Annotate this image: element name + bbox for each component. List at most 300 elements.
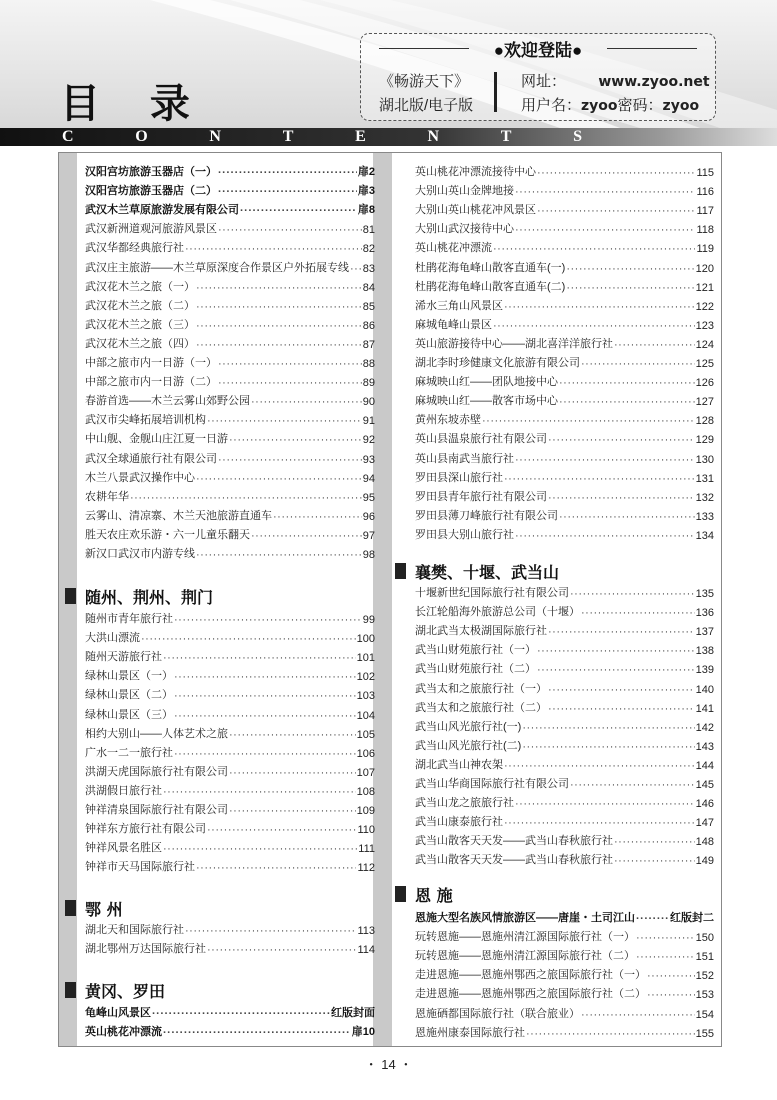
toc-entry[interactable] [85, 389, 375, 408]
section-marker-icon [65, 982, 76, 998]
toc-entry[interactable] [415, 619, 714, 638]
toc-entry[interactable] [415, 160, 714, 179]
dot-leader [548, 703, 695, 715]
toc-entry-page: 104 [356, 709, 375, 722]
toc-entry-page: 红版封面 [331, 1007, 375, 1019]
toc-entry-title: 杜鹃花海龟峰山散客直通车(一) [415, 261, 566, 274]
toc-entry[interactable] [415, 294, 714, 313]
toc-entry-page: 128 [695, 415, 714, 428]
toc-entry-title: 武汉庄主旅游——木兰草原深度合作景区户外拓展专线 [85, 261, 349, 274]
toc-entry-title: 随州天游旅行社 [85, 651, 162, 664]
toc-entry[interactable] [85, 294, 375, 313]
contents-letter: E [355, 128, 366, 145]
toc-entry-title: 武当山华商国际旅行社有限公司 [415, 778, 569, 790]
toc-entry-title: 玩转恩施——恩施州清江源国际旅行社（二） [415, 950, 635, 963]
dot-leader [229, 729, 356, 741]
page-number: ・ 14 ・ [364, 1057, 413, 1072]
user-label: 用户名： [521, 97, 582, 114]
toc-entry[interactable] [415, 791, 714, 810]
toc-entry[interactable] [415, 485, 714, 504]
toc-entry-page: 114 [357, 944, 375, 957]
toc-entry[interactable] [85, 236, 375, 255]
login-divider [494, 72, 497, 112]
section-marker-icon [395, 886, 406, 902]
dot-leader [614, 339, 695, 351]
toc-entry[interactable] [85, 408, 375, 427]
toc-entry-title: 农耕年华 [85, 490, 129, 503]
toc-entry-title: 麻城映山红——散客市场中心 [415, 395, 558, 408]
toc-entry[interactable] [85, 256, 375, 275]
toc-entry-title: 武汉华都经典旅行社 [85, 242, 184, 255]
toc-entry[interactable] [85, 836, 375, 855]
dot-leader [218, 167, 357, 179]
dot-leader [548, 492, 695, 504]
toc-entry-title: 云雾山、清凉寨、木兰天池旅游直通车 [85, 509, 272, 522]
contents-letters [62, 128, 582, 146]
dot-leader [522, 741, 694, 753]
toc-entry-page: 142 [695, 721, 714, 734]
toc-entry-page: 扉10 [351, 1026, 375, 1039]
toc-entry[interactable] [415, 715, 714, 734]
toc-entry[interactable] [85, 760, 375, 779]
toc-entry-page: 111 [358, 843, 375, 856]
contents-letter: O [135, 128, 148, 145]
toc-entry-page: 83 [362, 262, 375, 275]
toc-entry-page: 136 [695, 607, 714, 620]
dot-leader [163, 786, 356, 798]
toc-entry[interactable] [85, 1020, 375, 1039]
toc-entry-page: 87 [362, 338, 375, 351]
toc-entry-title: 武当山风光旅行社(二) [415, 739, 522, 752]
dot-leader [537, 645, 695, 657]
section-heading-enshi [395, 883, 453, 905]
toc-entry-page: 110 [357, 824, 375, 837]
contents-letter: N [427, 128, 439, 145]
toc-entry[interactable] [415, 370, 714, 389]
toc-entry[interactable] [415, 1021, 714, 1040]
toc-entry[interactable] [85, 179, 375, 198]
dot-leader [174, 710, 356, 722]
dot-leader [559, 377, 695, 389]
section-heading-text: 恩 施 [415, 885, 453, 905]
toc-entry-page: 97 [362, 529, 375, 542]
dot-leader [537, 205, 695, 217]
toc-entry-title: 罗田县青年旅行社有限公司 [415, 490, 547, 503]
toc-entry-title: 中部之旅市内一日游（二） [85, 376, 217, 389]
dot-leader [493, 320, 695, 332]
toc-entry-page: 155 [695, 1027, 714, 1040]
toc-entry-page: 137 [695, 626, 714, 639]
toc-entry-title: 湖北天和国际旅行社 [85, 924, 184, 936]
toc-entry[interactable] [415, 332, 714, 351]
dot-leader [559, 511, 695, 523]
dot-leader [504, 473, 695, 485]
toc-entry-page: 105 [356, 728, 375, 741]
dot-leader [251, 530, 362, 542]
toc-entry-title: 武汉花木兰之旅（一） [85, 280, 195, 293]
toc-entry[interactable] [85, 217, 375, 236]
toc-entry-title: 大洪山漂流 [85, 632, 140, 645]
toc-entry[interactable] [415, 848, 714, 867]
toc-entry[interactable] [85, 626, 375, 645]
toc-entry[interactable] [415, 256, 714, 275]
toc-entry[interactable] [415, 504, 714, 523]
toc-entry[interactable] [415, 581, 714, 600]
section-heading-text: 鄂 州 [85, 899, 123, 919]
toc-entry[interactable] [85, 683, 375, 702]
dot-leader [207, 944, 356, 956]
toc-entry-page: 124 [695, 338, 714, 351]
toc-entry-page: 117 [696, 205, 714, 218]
toc-entry-title: 洪湖天虎国际旅行社有限公司 [85, 765, 228, 778]
toc-entry-title: 钟祥市天马国际旅行社 [85, 861, 195, 874]
dot-leader [581, 358, 695, 370]
toc-entry[interactable] [415, 600, 714, 619]
dot-leader [504, 301, 695, 313]
dot-leader [196, 549, 362, 561]
toc-entry[interactable] [85, 160, 375, 179]
toc-entry[interactable] [415, 447, 714, 466]
toc-entry-title: 武当太和之旅旅行社（二） [415, 701, 547, 714]
toc-entry-title: 黄州东坡赤壁 [415, 414, 481, 427]
toc-entry[interactable] [415, 944, 714, 963]
url-row [521, 70, 710, 91]
toc-entry-page: 132 [695, 491, 714, 504]
dot-leader [218, 186, 357, 198]
toc-entry-title: 钟祥清泉国际旅行社有限公司 [85, 804, 228, 816]
toc-entry-title: 罗田县大别山旅行社 [415, 528, 514, 541]
dot-leader [207, 415, 362, 427]
toc-entry[interactable] [415, 677, 714, 696]
toc-entry-title: 武汉市尖峰拓展培训机构 [85, 414, 206, 427]
toc-entry-page: 81 [362, 224, 375, 237]
toc-entry[interactable] [415, 217, 714, 236]
toc-entry-page: 92 [362, 434, 375, 447]
toc-entry[interactable] [415, 1002, 714, 1021]
toc-entry-page: 144 [695, 759, 714, 772]
toc-entry[interactable] [85, 607, 375, 626]
toc-entry-page: 154 [695, 1008, 714, 1021]
dot-leader [163, 652, 356, 664]
toc-entry-page: 85 [362, 300, 375, 313]
dot-leader [515, 186, 695, 198]
toc-entry-title: 武当山散客天天发——武当山春秋旅行社 [415, 854, 613, 867]
url-value[interactable]: www.zyoo.net [598, 74, 710, 90]
dot-leader [163, 843, 357, 855]
toc-entry[interactable] [415, 772, 714, 791]
contents-letter: T [500, 128, 512, 145]
dot-leader [482, 415, 695, 427]
toc-entry-page: 96 [362, 510, 375, 523]
toc-entry-page: 108 [356, 785, 375, 798]
toc-entry[interactable] [415, 829, 714, 848]
toc-entry-title: 龟峰山风景区 [85, 1007, 151, 1019]
dot-leader [174, 748, 356, 760]
toc-entry-title: 武汉花木兰之旅（三） [85, 318, 195, 331]
toc-entry-page: 113 [357, 925, 375, 937]
toc-entry-title: 随州市青年旅行社 [85, 613, 173, 625]
toc-entry-page: 143 [695, 740, 714, 753]
toc-entry-title: 武当山财苑旅行社（一） [415, 644, 536, 657]
toc-entry[interactable] [415, 313, 714, 332]
toc-entry-title: 英山桃花冲漂流 [415, 242, 492, 255]
center-rail [373, 153, 392, 1046]
toc-entry-page: 扉2 [357, 166, 375, 178]
toc-entry-page: 扉8 [357, 204, 375, 217]
toc-entry[interactable] [85, 645, 375, 664]
dot-leader [229, 434, 362, 446]
dot-leader [240, 205, 357, 217]
dot-leader [141, 633, 356, 645]
toc-entry[interactable] [415, 523, 714, 542]
password-value: zyoo [662, 98, 700, 114]
toc-entry-page: 86 [362, 319, 375, 332]
toc-entry[interactable] [85, 370, 375, 389]
toc-entry-title: 罗田县薄刀峰旅行社有限公司 [415, 509, 558, 522]
toc-entry-title: 绿林山景区（三） [85, 708, 173, 721]
dot-leader [174, 614, 362, 626]
dot-leader [614, 836, 695, 848]
toc-entry[interactable] [85, 798, 375, 817]
toc-entry-title: 大别山武汉接待中心 [415, 223, 514, 236]
toc-entry-page: 94 [362, 472, 375, 485]
dot-leader [185, 243, 362, 255]
login-title: ●欢迎登陆● [361, 36, 715, 61]
dot-leader [350, 263, 362, 275]
toc-entry-title: 恩施大型名族风情旅游区——唐崖・土司江山 [415, 912, 635, 924]
toc-entry-title: 汉阳宫坊旅游玉器店（一） [85, 166, 217, 178]
password-label: 密码： [617, 97, 663, 114]
toc-entry[interactable] [415, 179, 714, 198]
toc-entry[interactable] [415, 810, 714, 829]
dot-leader [526, 1028, 695, 1040]
toc-entry-title: 洪湖假日旅行社 [85, 784, 162, 797]
toc-entry[interactable] [85, 332, 375, 351]
dot-leader [515, 798, 695, 810]
toc-entry-page: 扉3 [357, 185, 375, 198]
toc-entry-title: 武当山财苑旅行社（二） [415, 663, 536, 676]
toc-entry[interactable] [85, 504, 375, 523]
toc-entry-title: 武当太和之旅旅行社（一） [415, 682, 547, 695]
toc-entry-title: 大别山英山桃花冲风景区 [415, 204, 536, 217]
toc-entry[interactable] [415, 466, 714, 485]
toc-entry-title: 武汉木兰草原旅游发展有限公司 [85, 204, 239, 217]
dot-leader [548, 434, 695, 446]
toc-entry-page: 140 [695, 683, 714, 696]
dot-leader [196, 339, 362, 351]
toc-entry[interactable] [85, 542, 375, 561]
toc-entry-page: 130 [695, 453, 714, 466]
toc-entry-title: 湖北武当太极湖国际旅行社 [415, 625, 547, 638]
dot-leader [581, 1009, 695, 1021]
section-heading-text: 随州、荆州、荆门 [85, 587, 214, 607]
toc-entry[interactable] [415, 753, 714, 772]
toc-entry-title: 麻城映山红——团队地接中心 [415, 376, 558, 389]
toc-entry-page: 150 [695, 932, 714, 945]
toc-entry[interactable] [85, 937, 375, 956]
toc-entry-title: 玩转恩施——恩施州清江源国际旅行社（一） [415, 931, 635, 944]
toc-entry-title: 武汉新洲道观河旅游风景区 [85, 223, 217, 236]
toc-entry-title: 武汉全球通旅行社有限公司 [85, 452, 217, 465]
dot-leader [515, 224, 695, 236]
dot-leader [196, 473, 362, 485]
toc-entry-title: 绿林山景区（二） [85, 689, 173, 702]
dot-leader [504, 817, 695, 829]
toc-entry[interactable] [85, 918, 375, 937]
toc-entry-title: 走进恩施——恩施州鄂西之旅国际旅行社（一） [415, 969, 646, 982]
toc-entry-page: 89 [362, 377, 375, 390]
toc-entry-page: 106 [356, 747, 375, 760]
toc-entry[interactable] [85, 722, 375, 741]
toc-entry[interactable] [415, 925, 714, 944]
toc-entry-page: 153 [695, 989, 714, 1002]
toc-entry[interactable] [415, 427, 714, 446]
toc-entry-title: 麻城龟峰山景区 [415, 318, 492, 331]
dot-leader [515, 530, 695, 542]
toc-entry-title: 武当山康泰旅行社 [415, 816, 503, 829]
toc-entry-title: 英山旅游接待中心——湖北喜洋洋旅行社 [415, 337, 613, 350]
toc-entry-page: 151 [695, 951, 714, 964]
dot-leader [570, 779, 695, 791]
toc-entry-page: 134 [695, 529, 714, 542]
dot-leader [196, 320, 362, 332]
toc-entry[interactable] [415, 408, 714, 427]
dot-leader [647, 989, 695, 1001]
toc-entry-page: 131 [695, 472, 714, 485]
toc-entry-page: 109 [356, 805, 375, 817]
toc-entry[interactable] [85, 703, 375, 722]
contents-letter: S [573, 128, 582, 145]
toc-entry-title: 恩施州康泰国际旅行社 [415, 1026, 525, 1039]
dot-leader [566, 282, 694, 294]
contents-letter: T [282, 128, 294, 145]
toc-entry-title: 中部之旅市内一日游（一） [85, 357, 217, 369]
toc-entry-page: 149 [695, 855, 714, 868]
url-label: 网址： [521, 73, 567, 90]
toc-entry-title: 英山桃花冲漂流 [85, 1026, 162, 1039]
dot-leader [537, 167, 695, 179]
dot-leader [504, 760, 695, 772]
dot-leader [636, 932, 695, 944]
dot-leader [581, 607, 695, 619]
toc-entry-title: 武当山龙之旅旅行社 [415, 797, 514, 810]
toc-entry-page: 115 [696, 167, 714, 179]
toc-entry[interactable] [415, 734, 714, 753]
toc-entry-page: 116 [696, 186, 714, 199]
toc-entry[interactable] [85, 275, 375, 294]
toc-entry-page: 133 [695, 510, 714, 523]
toc-entry[interactable] [85, 427, 375, 446]
toc-entry-title: 胜天农庄欢乐游・六一儿童乐翻天 [85, 528, 250, 541]
dot-leader [174, 671, 356, 683]
toc-entry-title: 湖北武当山神农架 [415, 758, 503, 771]
toc-entry-page: 121 [695, 281, 714, 294]
toc-entry[interactable] [85, 855, 375, 874]
login-box [360, 33, 716, 121]
toc-entry[interactable] [415, 696, 714, 715]
toc-entry[interactable] [85, 351, 375, 370]
user-value: zyoo [581, 98, 618, 114]
toc-entry-title: 春游首选——木兰云雾山郊野公园 [85, 395, 250, 408]
toc-entry-title: 走进恩施——恩施州鄂西之旅国际旅行社（二） [415, 988, 646, 1001]
dot-leader [522, 722, 694, 734]
toc-entry[interactable] [85, 1001, 375, 1020]
toc-entry-title: 湖北鄂州万达国际旅行社 [85, 943, 206, 956]
toc-entry[interactable] [85, 523, 375, 542]
toc-entry-page: 147 [695, 817, 714, 830]
toc-entry-page: 91 [362, 415, 375, 428]
toc-entry[interactable] [415, 351, 714, 370]
toc-entry-page: 129 [695, 434, 714, 447]
toc-entry[interactable] [415, 638, 714, 657]
toc-entry[interactable] [415, 963, 714, 982]
toc-entry[interactable] [415, 906, 714, 925]
toc-entry-page: 126 [695, 377, 714, 390]
toc-entry-title: 中山舰、金舰山庄江夏一日游 [85, 433, 228, 446]
toc-entry-page: 红版封二 [670, 912, 714, 924]
toc-entry[interactable] [415, 657, 714, 676]
toc-entry-page: 100 [356, 633, 375, 646]
toc-entry-title: 广水一二一旅行社 [85, 746, 173, 759]
page-header [0, 0, 777, 128]
toc-entry[interactable] [415, 198, 714, 217]
toc-entry-title: 浠水三角山风景区 [415, 299, 503, 312]
toc-entry-title: 武汉花木兰之旅（二） [85, 299, 195, 312]
dot-leader [163, 1027, 351, 1039]
dot-leader [537, 664, 695, 676]
toc-entry[interactable] [85, 741, 375, 760]
toc-entry-title: 罗田县深山旅行社 [415, 471, 503, 484]
toc-entry-title: 英山县南武当旅行社 [415, 452, 514, 465]
toc-entry[interactable] [85, 198, 375, 217]
user-row [521, 94, 699, 115]
toc-entry-page: 102 [356, 671, 375, 684]
toc-entry-page: 119 [696, 243, 714, 256]
toc-entry[interactable] [85, 313, 375, 332]
toc-entry[interactable] [85, 817, 375, 836]
toc-entry-title: 长江轮船海外旅游总公司（十堰） [415, 606, 580, 619]
toc-entry-title: 大别山英山金牌地接 [415, 185, 514, 198]
section-marker-icon [65, 900, 76, 916]
section-heading-suizhou [65, 585, 213, 607]
toc-entry[interactable] [415, 389, 714, 408]
toc-entry[interactable] [85, 466, 375, 485]
toc-entry-title: 武当山风光旅行社(一) [415, 720, 522, 733]
toc-entry[interactable] [85, 447, 375, 466]
toc-entry-title: 英山县温泉旅行社有限公司 [415, 433, 547, 446]
toc-entry[interactable] [85, 485, 375, 504]
dot-leader [218, 358, 362, 370]
toc-entry-page: 118 [696, 224, 714, 237]
dot-leader [207, 824, 356, 836]
toc-entry-page: 82 [362, 243, 375, 256]
dot-leader [614, 855, 695, 867]
section-heading-xiangfan [395, 560, 559, 582]
dot-leader [196, 862, 356, 874]
toc-entry[interactable] [415, 236, 714, 255]
toc-entry-page: 88 [362, 358, 375, 370]
toc-entry-page: 138 [695, 645, 714, 658]
dot-leader [251, 396, 362, 408]
toc-entry[interactable] [415, 982, 714, 1001]
toc-entry[interactable] [85, 779, 375, 798]
page-title: 目 录 [60, 81, 208, 127]
toc-entry[interactable] [85, 664, 375, 683]
toc-entry-page: 103 [356, 690, 375, 703]
toc-entry[interactable] [415, 275, 714, 294]
dot-leader [559, 396, 695, 408]
dot-leader [218, 454, 362, 466]
